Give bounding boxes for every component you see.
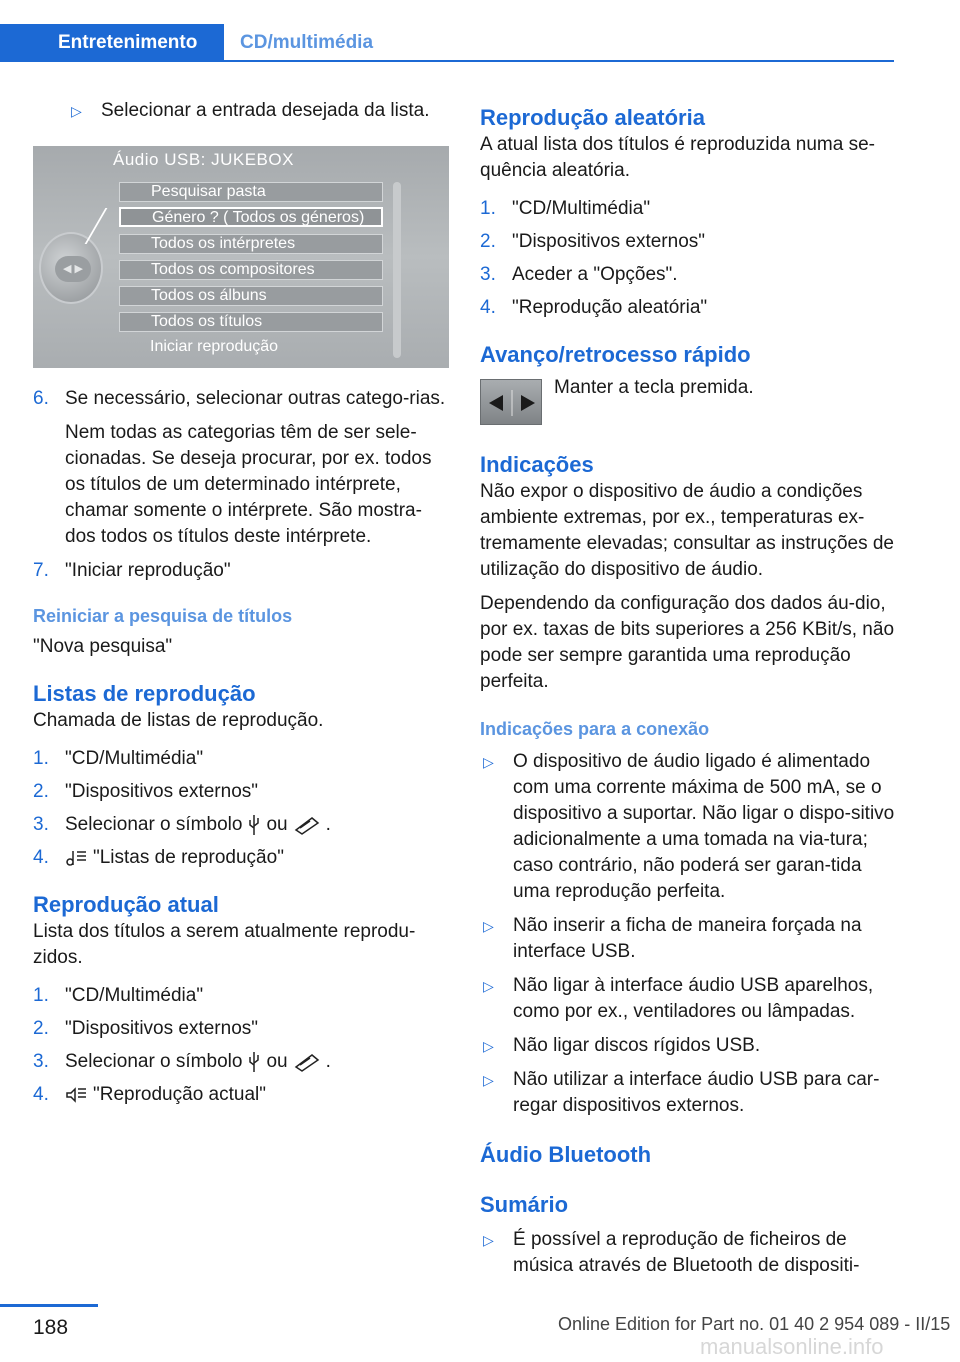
list-item: 4. "Reprodução aleatória" <box>480 297 708 318</box>
screen-row: Todos os títulos <box>119 312 383 332</box>
paragraph: Lista dos títulos a serem atualmente reprodu-zidos. <box>33 921 416 968</box>
list-item: 1. "CD/Multimédia" <box>480 198 651 219</box>
left-column <box>33 98 449 1108</box>
section-heading: Sumário <box>480 1192 569 1217</box>
list-item: 4. "Reprodução actual" <box>33 1084 266 1105</box>
list-item: 3. Aceder a "Opções". <box>480 264 678 285</box>
playlist-icon <box>65 847 87 869</box>
screen-title: Áudio USB: JUKEBOX <box>113 150 294 169</box>
section-heading: Listas de reprodução <box>33 681 256 706</box>
paragraph: Dependendo da configuração dos dados áu-dio, por ex. taxas de bits superiores a 256 KBit/s, não pode ser sempre garantida uma reprodução perfeita. <box>480 593 895 692</box>
list-item: 6. Se necessário, selecionar outras catego-rias. <box>33 388 446 409</box>
page-header <box>0 0 960 62</box>
list-item: 1. "CD/Multimédia" <box>33 985 204 1006</box>
section-heading: Áudio Bluetooth <box>480 1142 652 1167</box>
right-column <box>480 98 895 1279</box>
idrive-screen-image <box>33 146 449 368</box>
list-item: ▷ Não ligar discos rígidos USB. <box>483 1035 761 1056</box>
section-heading: Reiniciar a pesquisa de títulos <box>33 606 293 626</box>
usb-icon <box>248 814 260 836</box>
tab-entretenimento[interactable]: Entretenimento <box>0 24 224 62</box>
section-heading: Indicações para a conexão <box>480 719 710 739</box>
paragraph: "Nova pesquisa" <box>33 636 173 657</box>
list-item: 2. "Dispositivos externos" <box>33 1018 259 1039</box>
now-playing-icon <box>65 1084 87 1106</box>
list-item: 1. "CD/Multimédia" <box>33 748 204 769</box>
watermark: manualsonline.info <box>700 1334 884 1359</box>
screen-row: Todos os intérpretes <box>119 234 383 254</box>
section-heading: Indicações <box>480 452 594 477</box>
list-item: 7. "Iniciar reprodução" <box>33 560 231 581</box>
list-item-continuation: Nem todas as categorias têm de ser sele-cionadas. Se deseja procurar, por ex. todos os títulos de um determinado intérprete, chamar somente o intérprete. São mostra-dos todos os títulos deste intérprete. <box>65 422 432 547</box>
device-icon <box>294 1052 320 1072</box>
screen-row: Todos os álbuns <box>119 286 383 306</box>
list-item: ▷ Não inserir a ficha de maneira forçada na interface USB. <box>483 915 862 962</box>
usb-icon <box>248 1051 260 1073</box>
device-icon <box>294 815 320 835</box>
footer-divider <box>0 1304 98 1307</box>
screen-scrollbar <box>393 182 401 358</box>
page-number: 188 <box>33 1316 69 1339</box>
paragraph: A atual lista dos títulos é reproduzida numa se-quência aleatória. <box>480 134 876 181</box>
header-divider <box>224 60 894 62</box>
list-item: 4. "Listas de reprodução" <box>33 847 284 868</box>
list-item: ▷ É possível a reprodução de ficheiros de música através de Bluetooth de dispositi- <box>483 1229 860 1276</box>
skip-buttons-icon <box>480 379 542 425</box>
screen-row: Iniciar reprodução <box>150 338 279 355</box>
paragraph: Chamada de listas de reprodução. <box>33 710 324 731</box>
list-item: ▷ O dispositivo de áudio ligado é alimentado com uma corrente máxima de 500 mA, se o dispositivo a suportar. Não ligar o dispo-sitivo adicionalmente a uma tomada na via-tura; caso contrário, não poderá ser garan-tida uma reprodução perfeita. <box>483 751 895 902</box>
controller-knob-icon: ◀ ▶ <box>39 232 103 304</box>
section-heading: Avanço/retrocesso rápido <box>480 342 751 367</box>
edition-note: Online Edition for Part no. 01 40 2 954 089 - II/15 <box>558 1314 951 1334</box>
screen-row: Pesquisar pasta <box>119 182 383 202</box>
tab-cd-multimedia[interactable]: CD/multimédia <box>240 32 374 53</box>
list-item: ▷ Selecionar a entrada desejada da lista. <box>33 98 449 124</box>
screen-row-selected: Género ? ( Todos os géneros) <box>119 207 383 227</box>
list-item: 3. Selecionar o símbolo ou . <box>33 814 331 835</box>
fast-forward-row: Manter a tecla premida. <box>480 379 895 425</box>
list-item: 2. "Dispositivos externos" <box>480 231 706 252</box>
section-heading: Reprodução atual <box>33 892 219 917</box>
section-heading: Reprodução aleatória <box>480 105 705 130</box>
list-item: 3. Selecionar o símbolo ou . <box>33 1051 331 1072</box>
bullet-icon: ▷ <box>71 103 82 119</box>
list-item: ▷ Não ligar à interface áudio USB aparelhos, como por ex., ventiladores ou lâmpadas. <box>483 975 874 1022</box>
list-item: 2. "Dispositivos externos" <box>33 781 259 802</box>
list-item: ▷ Não utilizar a interface áudio USB para car-regar dispositivos externos. <box>483 1069 880 1116</box>
paragraph: Não expor o dispositivo de áudio a condições ambiente extremas, por ex., temperaturas ex-tremamente elevadas; consultar as instruções de utilização do dispositivo de áudio. <box>480 481 894 580</box>
screen-row: Todos os compositores <box>119 260 383 280</box>
